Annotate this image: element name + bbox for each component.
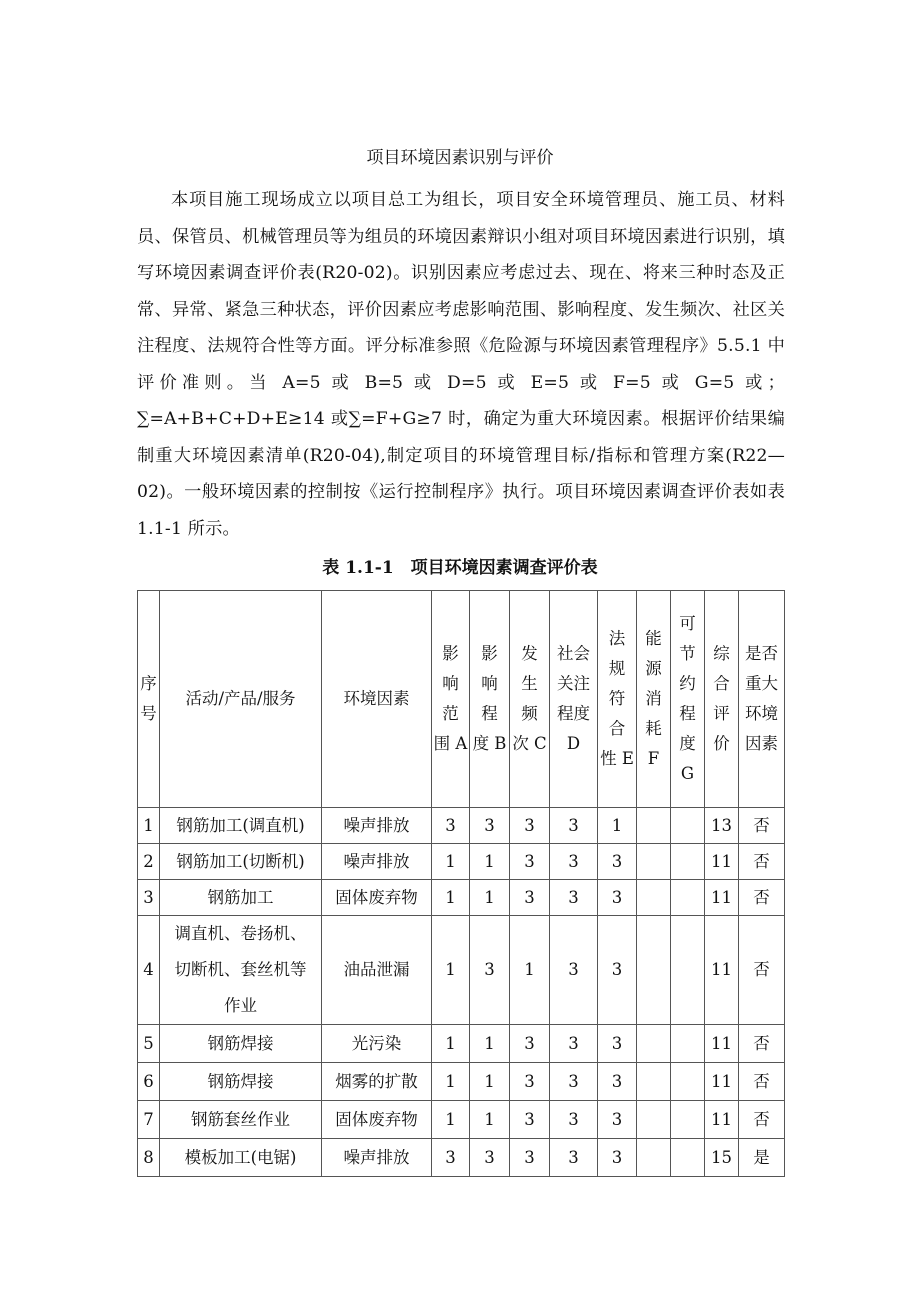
cell-d: 3 bbox=[550, 1139, 598, 1177]
header-text: 影 bbox=[481, 644, 498, 663]
cell-factor: 烟雾的扩散 bbox=[322, 1063, 432, 1101]
cell-g bbox=[671, 844, 705, 880]
cell-major: 否 bbox=[739, 844, 785, 880]
cell-g bbox=[671, 916, 705, 1025]
header-text: 环境因素 bbox=[343, 689, 410, 708]
cell-c: 1 bbox=[510, 916, 550, 1025]
header-overall-score bbox=[705, 591, 739, 808]
cell-factor: 固体废弃物 bbox=[322, 880, 432, 916]
header-text: 频 bbox=[521, 704, 538, 723]
table-row bbox=[138, 1063, 785, 1101]
cell-b: 1 bbox=[470, 880, 510, 916]
table-caption: 表 1.1-1 项目环境因素调查评价表 bbox=[322, 558, 598, 578]
cell-c: 3 bbox=[510, 1139, 550, 1177]
cell-e: 3 bbox=[598, 1101, 637, 1139]
cell-e: 3 bbox=[598, 1063, 637, 1101]
table-row bbox=[138, 916, 785, 1025]
cell-no: 6 bbox=[138, 1063, 160, 1101]
activity-line: 切断机、套丝机等 bbox=[174, 960, 307, 979]
cell-d: 3 bbox=[550, 1025, 598, 1063]
cell-f bbox=[637, 844, 671, 880]
header-community-concern-d bbox=[550, 591, 598, 808]
cell-total: 11 bbox=[705, 1063, 739, 1101]
header-text: 综 bbox=[713, 644, 730, 663]
activity-line: 作业 bbox=[224, 996, 257, 1015]
cell-g bbox=[671, 808, 705, 844]
cell-a: 3 bbox=[432, 1139, 470, 1177]
cell-activity bbox=[160, 916, 322, 1025]
cell-g bbox=[671, 880, 705, 916]
cell-g bbox=[671, 1063, 705, 1101]
header-text: 约 bbox=[679, 674, 696, 693]
cell-a: 1 bbox=[432, 916, 470, 1025]
header-text: 因素 bbox=[745, 734, 778, 753]
cell-b: 1 bbox=[470, 1063, 510, 1101]
cell-b: 3 bbox=[470, 808, 510, 844]
header-text: 合 bbox=[608, 719, 626, 738]
cell-d: 3 bbox=[550, 880, 598, 916]
header-text: 发 bbox=[521, 644, 538, 663]
cell-factor: 噪声排放 bbox=[322, 844, 432, 880]
cell-factor: 噪声排放 bbox=[322, 808, 432, 844]
cell-no: 7 bbox=[138, 1101, 160, 1139]
header-text: 合 bbox=[713, 674, 730, 693]
cell-total: 11 bbox=[705, 1025, 739, 1063]
cell-total: 13 bbox=[705, 808, 739, 844]
cell-activity bbox=[160, 1101, 322, 1139]
header-text: 法 bbox=[608, 629, 626, 648]
cell-g bbox=[671, 1025, 705, 1063]
cell-d: 3 bbox=[550, 1101, 598, 1139]
header-text: 范 bbox=[442, 704, 459, 723]
table-row bbox=[138, 1139, 785, 1177]
cell-total: 11 bbox=[705, 1101, 739, 1139]
cell-total: 11 bbox=[705, 844, 739, 880]
header-text: 生 bbox=[521, 674, 538, 693]
header-text: 耗 bbox=[645, 719, 662, 738]
cell-no: 4 bbox=[138, 916, 160, 1025]
header-text: G bbox=[680, 764, 695, 783]
header-text: 度 B bbox=[472, 734, 507, 753]
header-text: 影 bbox=[442, 644, 459, 663]
activity-line: 钢筋焊接 bbox=[207, 1033, 274, 1053]
cell-major: 是 bbox=[739, 1139, 785, 1177]
cell-no: 3 bbox=[138, 880, 160, 916]
table-header-row bbox=[138, 591, 785, 808]
header-text: 程 bbox=[679, 704, 696, 723]
cell-no: 5 bbox=[138, 1025, 160, 1063]
cell-f bbox=[637, 808, 671, 844]
header-text: 价 bbox=[713, 734, 730, 753]
cell-activity bbox=[160, 808, 322, 844]
table-row bbox=[138, 1101, 785, 1139]
header-text: 环境 bbox=[745, 704, 778, 723]
header-energy-consumption-f bbox=[637, 591, 671, 808]
header-frequency-c bbox=[510, 591, 550, 808]
table-row bbox=[138, 1025, 785, 1063]
cell-f bbox=[637, 1139, 671, 1177]
header-text: D bbox=[566, 734, 581, 753]
header-text: 程 bbox=[481, 704, 498, 723]
header-text: 源 bbox=[645, 659, 662, 678]
header-text: 程度 bbox=[557, 704, 590, 723]
header-text: 重大 bbox=[745, 674, 778, 693]
cell-c: 3 bbox=[510, 1025, 550, 1063]
cell-a: 1 bbox=[432, 1025, 470, 1063]
header-legal-compliance-e bbox=[598, 591, 637, 808]
header-text: 号 bbox=[140, 704, 157, 723]
cell-c: 3 bbox=[510, 1063, 550, 1101]
header-impact-scope-a bbox=[432, 591, 470, 808]
cell-total: 15 bbox=[705, 1139, 739, 1177]
header-text: 响 bbox=[442, 674, 459, 693]
header-text: 评 bbox=[713, 704, 730, 723]
header-text: 社会 bbox=[557, 644, 590, 663]
header-activity bbox=[160, 591, 322, 808]
cell-major: 否 bbox=[739, 808, 785, 844]
cell-f bbox=[637, 1101, 671, 1139]
body-paragraph: 本项目施工现场成立以项目总工为组长，项目安全环境管理员、施工员、材料员、保管员、机械管理员等为组员的环境因素辩识小组对项目环境因素进行识别，填写环境因素调查评价表(R20-02)。识别因素应考虑过去、现在、将来三种时态及正常、异常、紧急三种状态，评价因素应考虑影响范围、影响程度、发生频次、社区关注程度、法规符合性等方面。评分标准参照《危险源与环境因素管理程序》5.5.1 中评价准则。当 A=5 或 B=5 或 D=5 或 E=5 或 F=5 或 G=5 或；∑=A+B+C+D+E≥14 或∑=F+G≥7 时，确定为重大环境因素。根据评价结果编制重大环境因素清单(R20-04),制定项目的环境管理目标/指标和管理方案(R22—02)。一般环境因素的控制按《运行控制程序》执行。项目环境因素调查评价表如表 1.1-1 所示。 bbox=[137, 190, 785, 539]
cell-d: 3 bbox=[550, 1063, 598, 1101]
cell-c: 3 bbox=[510, 1101, 550, 1139]
cell-major: 否 bbox=[739, 1101, 785, 1139]
cell-no: 8 bbox=[138, 1139, 160, 1177]
table-row bbox=[138, 844, 785, 880]
header-text: 符 bbox=[608, 689, 626, 708]
cell-major: 否 bbox=[739, 916, 785, 1025]
cell-factor: 固体废弃物 bbox=[322, 1101, 432, 1139]
cell-e: 3 bbox=[598, 844, 637, 880]
cell-a: 1 bbox=[432, 844, 470, 880]
activity-line: 钢筋焊接 bbox=[207, 1071, 274, 1091]
cell-f bbox=[637, 1063, 671, 1101]
header-text: 规 bbox=[608, 659, 626, 678]
table-row bbox=[138, 880, 785, 916]
cell-c: 3 bbox=[510, 808, 550, 844]
cell-no: 2 bbox=[138, 844, 160, 880]
cell-activity bbox=[160, 1063, 322, 1101]
cell-major: 否 bbox=[739, 1025, 785, 1063]
header-text: 性 E bbox=[600, 749, 634, 768]
header-text: 序 bbox=[140, 674, 157, 693]
header-text: 可 bbox=[679, 614, 696, 633]
cell-g bbox=[671, 1101, 705, 1139]
cell-e: 1 bbox=[598, 808, 637, 844]
header-text: 节 bbox=[679, 644, 696, 663]
cell-a: 1 bbox=[432, 1063, 470, 1101]
cell-total: 11 bbox=[705, 880, 739, 916]
cell-a: 1 bbox=[432, 1101, 470, 1139]
cell-b: 3 bbox=[470, 1139, 510, 1177]
cell-e: 3 bbox=[598, 916, 637, 1025]
header-no bbox=[138, 591, 160, 808]
header-savable-degree-g bbox=[671, 591, 705, 808]
cell-total: 11 bbox=[705, 916, 739, 1025]
cell-f bbox=[637, 1025, 671, 1063]
cell-d: 3 bbox=[550, 808, 598, 844]
header-text: 是否 bbox=[745, 644, 778, 663]
header-impact-degree-b bbox=[470, 591, 510, 808]
cell-activity bbox=[160, 880, 322, 916]
activity-line: 钢筋加工(调直机) bbox=[176, 815, 305, 835]
header-text: 活动/产品/服务 bbox=[185, 689, 296, 708]
cell-activity bbox=[160, 844, 322, 880]
activity-line: 钢筋套丝作业 bbox=[191, 1109, 290, 1129]
header-text: 关注 bbox=[557, 674, 590, 693]
activity-line: 钢筋加工(切断机) bbox=[176, 851, 305, 871]
activity-line: 钢筋加工 bbox=[207, 887, 274, 907]
cell-d: 3 bbox=[550, 844, 598, 880]
cell-e: 3 bbox=[598, 1139, 637, 1177]
cell-b: 3 bbox=[470, 916, 510, 1025]
cell-g bbox=[671, 1139, 705, 1177]
cell-a: 1 bbox=[432, 880, 470, 916]
cell-activity bbox=[160, 1139, 322, 1177]
activity-line: 调直机、卷扬机、 bbox=[174, 924, 307, 943]
cell-d: 3 bbox=[550, 916, 598, 1025]
cell-b: 1 bbox=[470, 1025, 510, 1063]
header-text: 围 A bbox=[433, 734, 468, 753]
cell-f bbox=[637, 880, 671, 916]
cell-activity bbox=[160, 1025, 322, 1063]
cell-major: 否 bbox=[739, 880, 785, 916]
cell-no: 1 bbox=[138, 808, 160, 844]
header-text: 次 C bbox=[512, 734, 547, 753]
cell-c: 3 bbox=[510, 844, 550, 880]
header-is-major-factor bbox=[739, 591, 785, 808]
cell-major: 否 bbox=[739, 1063, 785, 1101]
cell-b: 1 bbox=[470, 1101, 510, 1139]
header-text: F bbox=[647, 749, 660, 768]
cell-e: 3 bbox=[598, 1025, 637, 1063]
cell-f bbox=[637, 916, 671, 1025]
header-text: 消 bbox=[645, 689, 662, 708]
header-text: 响 bbox=[481, 674, 498, 693]
environment-factor-table bbox=[137, 590, 785, 1177]
cell-e: 3 bbox=[598, 880, 637, 916]
header-text: 度 bbox=[679, 734, 696, 753]
cell-factor: 油品泄漏 bbox=[322, 916, 432, 1025]
cell-c: 3 bbox=[510, 880, 550, 916]
table-row bbox=[138, 808, 785, 844]
cell-factor: 噪声排放 bbox=[322, 1139, 432, 1177]
cell-a: 3 bbox=[432, 808, 470, 844]
cell-factor: 光污染 bbox=[322, 1025, 432, 1063]
cell-b: 1 bbox=[470, 844, 510, 880]
header-factor bbox=[322, 591, 432, 808]
activity-line: 模板加工(电锯) bbox=[184, 1147, 297, 1167]
document-title: 项目环境因素识别与评价 bbox=[366, 148, 554, 168]
header-text: 能 bbox=[645, 629, 662, 648]
